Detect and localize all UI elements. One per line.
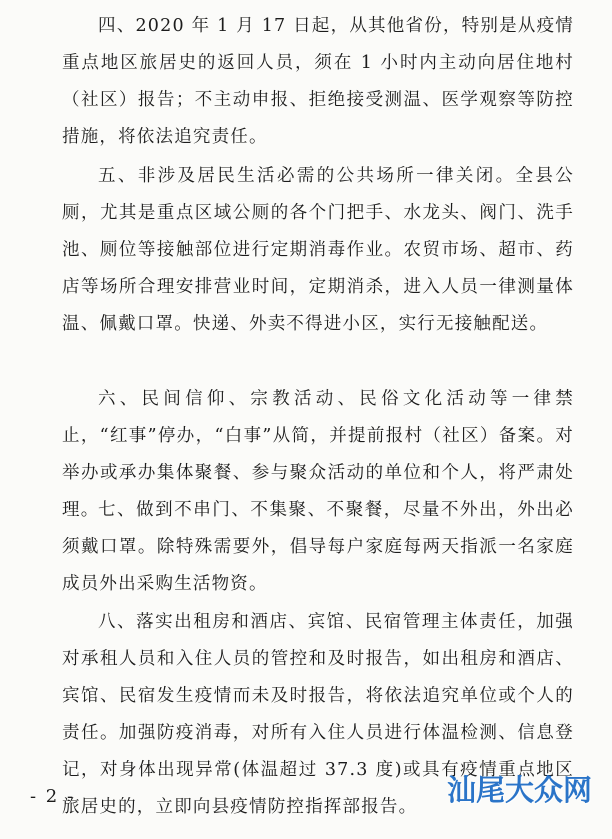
paragraph-item-8: 八、落实出租房和酒店、宾馆、民宿管理主体责任，加强对承租人员和入住人员的管控和及时报告，如出租房和酒店、宾馆、民宿发生疫情而未及时报告，将依法追究单位或个人的责任。加强防疫消毒，对所有入住人员进行体温检测、信息登记，对身体出现异常(体温超过 37.3 度)或具有疫情重点地区旅居史的，立即向县疫情防控指挥部报告。 [62, 612, 574, 817]
paragraph-item-7: 七、做到不串门、不集聚、不聚餐，尽量不外出，外出必须戴口罩。除特殊需要外，倡导每户家庭每两天指派一名家庭成员外出采购生活物资。 [62, 500, 574, 594]
site-watermark: 汕尾大众网 [447, 773, 593, 807]
page-number: - 2 - [30, 786, 76, 807]
paragraph-item-4: 四、2020 年 1 月 17 日起，从其他省份，特别是从疫情重点地区旅居史的返回人员，须在 1 小时内主动向居住地村（社区）报告；不主动申报、拒绝接受测温、医学观察等防控措施，将依法追究责任。 [62, 16, 574, 147]
paragraph-item-6: 六、民间信仰、宗教活动、民俗文化活动等一律禁止，“红事”停办，“白事”从简，并提前报村（社区）备案。对举办或承办集体聚餐、参与聚众活动的单位和个人，将严肃处理。 [62, 389, 574, 520]
paragraph-item-5: 五、非涉及居民生活必需的公共场所一律关闭。全县公厕，尤其是重点区域公厕的各个门把手、水龙头、阀门、洗手池、厕位等接触部位进行定期消毒作业。农贸市场、超市、药店等场所合理安排营业时间，定期消杀，进入人员一律测量体温、佩戴口罩。快递、外卖不得进小区，实行无接触配送。 [62, 166, 574, 334]
